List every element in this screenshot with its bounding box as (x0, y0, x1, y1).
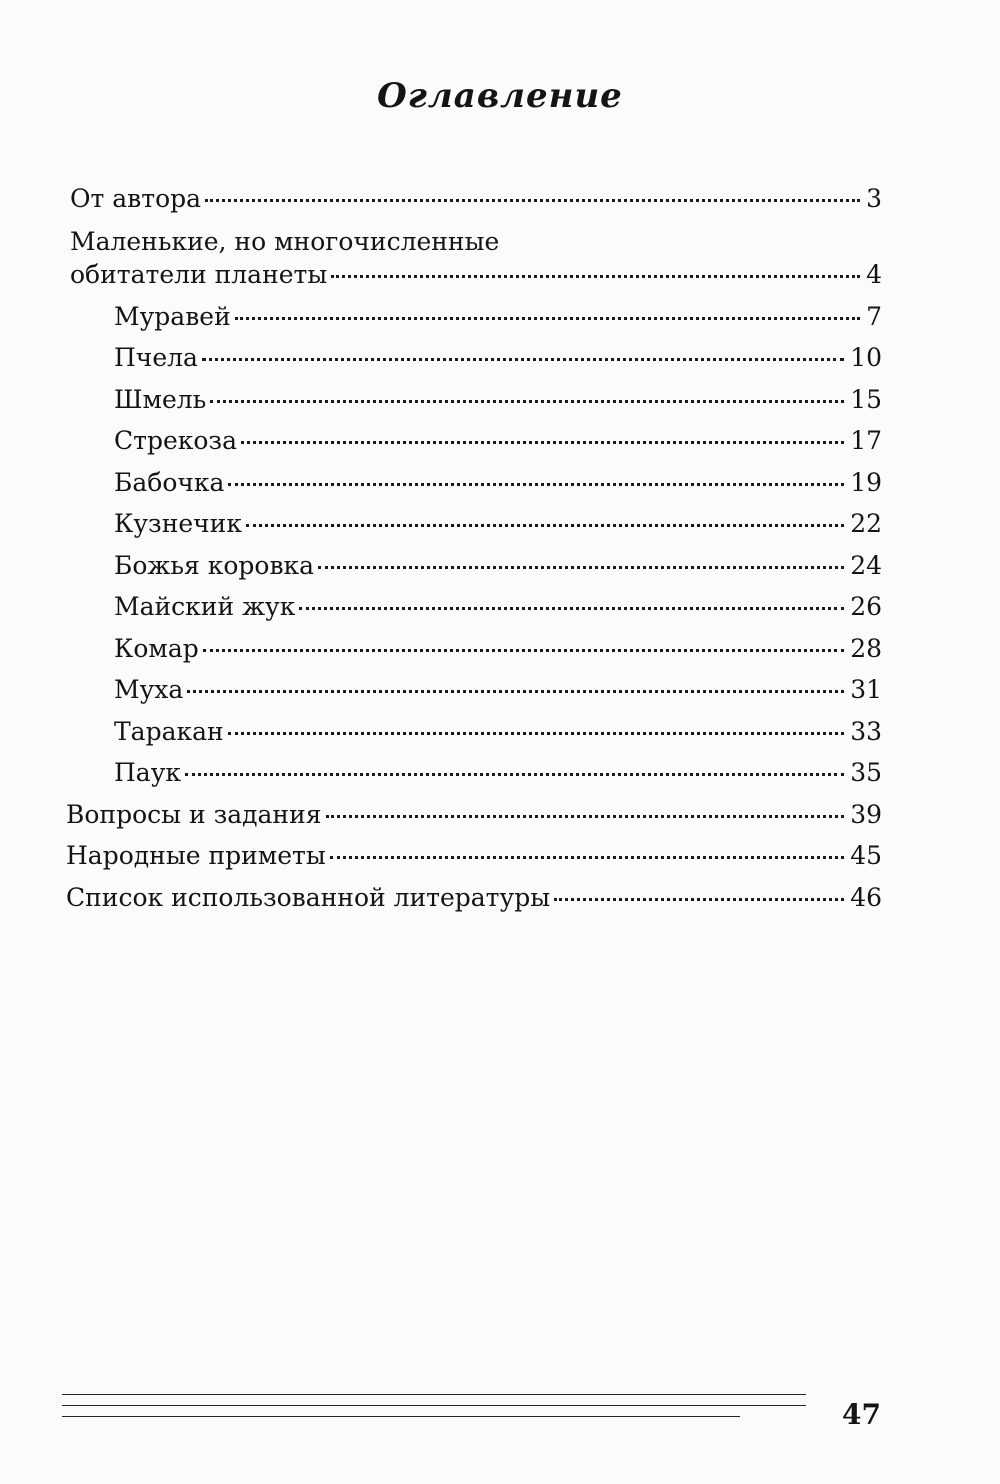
toc-entry-label: От автора (70, 184, 202, 213)
toc-entry-label: Майский жук (114, 592, 296, 621)
toc-entry-page: 45 (850, 841, 882, 870)
toc-entry-label: Бабочка (114, 468, 225, 497)
dot-leader (228, 483, 844, 486)
dot-leader (205, 199, 860, 202)
toc-entry-label: обитатели планеты (70, 260, 328, 289)
toc-entry-folk-signs[interactable] (66, 841, 882, 870)
toc-entry-page: 17 (850, 426, 882, 455)
toc-entry-page: 19 (850, 468, 882, 497)
dot-leader (228, 732, 845, 735)
dot-leader (241, 441, 844, 444)
toc-entry-label: Таракан (114, 717, 224, 746)
toc-entry-butterfly[interactable] (114, 468, 882, 497)
toc-entry-questions[interactable] (66, 800, 882, 829)
dot-leader (318, 566, 844, 569)
toc-entry-label: Пчела (114, 343, 198, 372)
toc-entry-label: Божья коровка (114, 551, 315, 580)
toc-entry-spider[interactable] (114, 758, 882, 787)
toc-entry-page: 28 (850, 634, 882, 663)
dot-leader (326, 815, 845, 818)
toc-entry-cockroach[interactable] (114, 717, 882, 746)
footer-rule-bottom (62, 1416, 740, 1417)
toc-entry-mosquito[interactable] (114, 634, 882, 663)
dot-leader (331, 275, 860, 278)
toc-entry-label: Кузнечик (114, 509, 242, 538)
dot-leader (299, 607, 844, 610)
dot-leader (185, 773, 844, 776)
toc-entry-page: 39 (850, 800, 882, 829)
toc-entry-intro[interactable] (70, 260, 882, 289)
toc-entry-label: Муравей (114, 302, 231, 331)
toc-entry-page: 31 (850, 675, 882, 704)
dot-leader (202, 358, 844, 361)
dot-leader (235, 317, 860, 320)
toc-entry-fly[interactable] (114, 675, 882, 704)
toc-entry-page: 26 (850, 592, 882, 621)
toc-entry-page: 33 (850, 717, 882, 746)
toc-entry-ant[interactable] (114, 302, 882, 331)
toc-entry-page: 10 (850, 343, 882, 372)
page-number: 47 (842, 1398, 881, 1431)
footer-rule-middle (62, 1405, 806, 1406)
dot-leader (330, 856, 844, 859)
dot-leader (210, 400, 844, 403)
toc-entry-page: 15 (850, 385, 882, 414)
footer-rule-top (62, 1394, 806, 1395)
dot-leader (203, 649, 844, 652)
page-title: Оглавление (377, 76, 623, 116)
toc-entry-label: Паук (114, 758, 182, 787)
toc-entry-bee[interactable] (114, 343, 882, 372)
toc-entry-page: 46 (850, 883, 882, 912)
toc-entry-references[interactable] (66, 883, 882, 912)
toc-entry-label: Список использованной литературы (66, 883, 551, 912)
toc-entry-may-beetle[interactable] (114, 592, 882, 621)
toc-entry-page: 3 (866, 184, 882, 213)
toc-entry-intro-line1: Маленькие, но многочисленные (70, 227, 500, 256)
toc-entry-author[interactable] (70, 184, 882, 213)
dot-leader (187, 690, 844, 693)
dot-leader (246, 524, 844, 527)
toc-entry-dragonfly[interactable] (114, 426, 882, 455)
toc-entry-page: 7 (866, 302, 882, 331)
toc-entry-grasshopper[interactable] (114, 509, 882, 538)
toc-entry-label: Комар (114, 634, 199, 663)
toc-entry-ladybug[interactable] (114, 551, 882, 580)
toc-entry-page: 35 (850, 758, 882, 787)
toc-entry-label: Муха (114, 675, 184, 704)
toc-entry-bumblebee[interactable] (114, 385, 882, 414)
toc-entry-page: 24 (850, 551, 882, 580)
toc-entry-page: 4 (866, 260, 882, 289)
dot-leader (554, 898, 844, 901)
toc-entry-label: Шмель (114, 385, 207, 414)
toc-entry-label: Вопросы и задания (66, 800, 322, 829)
toc-entry-page: 22 (850, 509, 882, 538)
toc-entry-label: Стрекоза (114, 426, 237, 455)
toc-entry-label: Народные приметы (66, 841, 326, 870)
